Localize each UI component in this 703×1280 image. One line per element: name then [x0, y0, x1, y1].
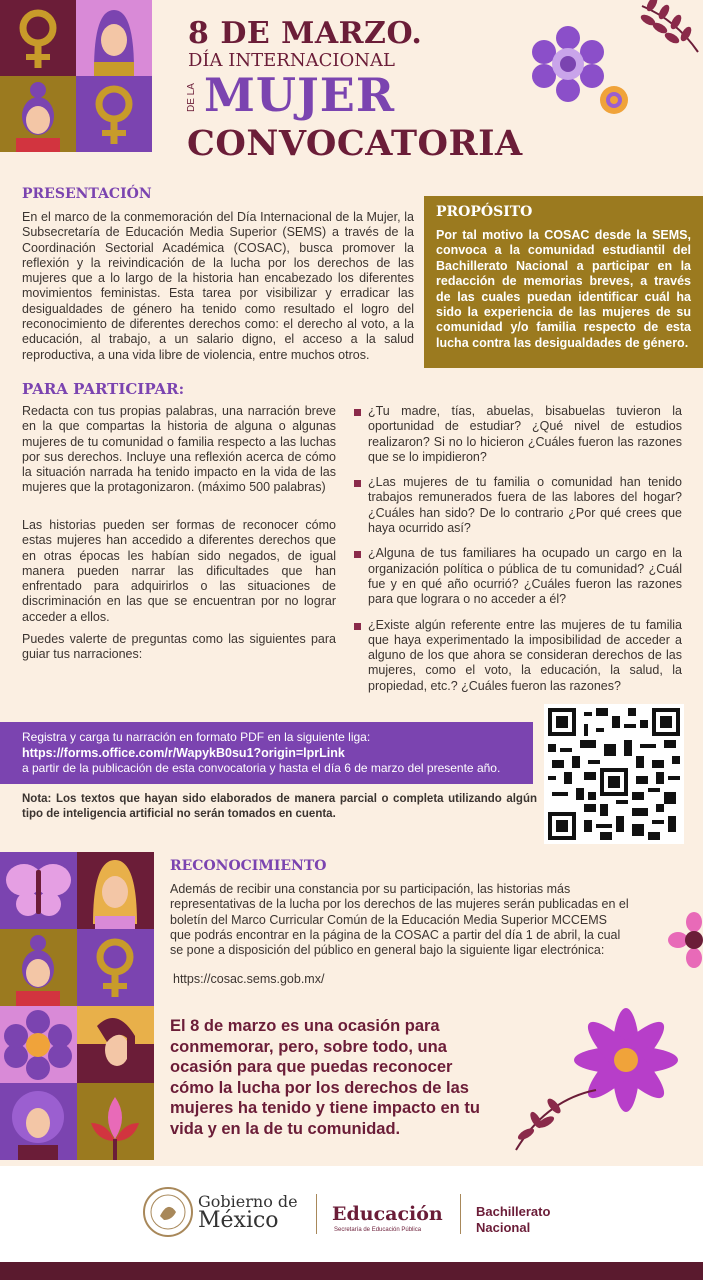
flower-icon [0, 1006, 77, 1083]
participar-p1: Redacta con tus propias palabras, una narración breve en la que compartas la historia de alguna o algunas mujeres de tu comunidad o familia respecto a las luchas por sus derechos. Incluye una reflexión acerca de cómo la situación narrada ha tenido impacto en la vida de las mujeres que la protagonizaron. (máximo 500 palabras) [22, 404, 336, 495]
tile-woman-blonde [77, 852, 154, 929]
woman-curly-icon [0, 1083, 77, 1160]
registro-line3: a partir de la publicación de esta convocatoria y hasta el día 6 de marzo del presente año. [22, 761, 501, 775]
list-item: ¿Tu madre, tías, abuelas, bisabuelas tuvieron la oportunidad de estudiar? ¿Qué nivel de estudios realizaron? Si no lo hicieron ¿Cuáles fueron las razones que se lo impidieron? [354, 404, 682, 465]
presentacion-title: PRESENTACIÓN [22, 186, 152, 202]
registro-banner [0, 722, 533, 784]
lotus-icon [77, 1083, 154, 1160]
educacion-label: Educación [332, 1203, 443, 1225]
flower-decoration-icon [528, 24, 608, 104]
footer-divider [316, 1194, 317, 1234]
mexico-seal-icon [142, 1186, 194, 1238]
bullet-icon [354, 551, 361, 558]
participar-p2: Las historias pueden ser formas de reconocer cómo estas mujeres han accedido a diferentes derechos que en otras épocas les habían sido negados, de igual manera pueden narrar las dificultades que han enfrentado para adquirirlos o las situaciones de discriminación en las que se encuentran por no lograr acceder a ellos. [22, 518, 336, 624]
educacion-sub: Secretaría de Educación Pública [334, 1227, 422, 1233]
qr-code-icon [548, 708, 680, 840]
list-item: ¿Existe algún referente entre las mujeres de tu familia que haya experimentado la imposibilidad de acceder a alguno de los que ahora se consideran derechos de las mujeres, como el voto, la educación, la salud, la propiedad, etc.? ¿Cuáles fueron las razones? [354, 618, 682, 694]
bottom-illustration-grid [0, 852, 154, 1160]
header-de-la: DE LA [186, 83, 197, 112]
registro-line1: Registra y carga tu narración en formato PDF en la siguiente liga: [22, 730, 371, 744]
header-convocatoria: CONVOCATORIA [187, 123, 523, 164]
woman-bun-icon [0, 76, 76, 152]
small-flower-icon [598, 84, 630, 116]
tile-lotus [77, 1083, 154, 1160]
woman-face-icon [77, 852, 154, 929]
tile-woman-bun [0, 76, 76, 152]
bach-line1: Bachillerato [476, 1204, 551, 1219]
tile-butterfly [0, 852, 77, 929]
proposito-title: PROPÓSITO [436, 204, 533, 220]
top-illustration-grid [0, 0, 152, 152]
butterfly-icon [0, 852, 77, 929]
nota-text: Nota: Los textos que hayan sido elaborados de manera parcial o completa utilizando algún tipo de inteligencia artificial no serán tomados en cuenta. [22, 793, 537, 820]
presentacion-text: En el marco de la conmemoración del Día Internacional de la Mujer, la Subsecretaría de Educación Media Superior (SEMS) a través de la Coordinación Sectorial Académica (COSAC), busca promover la reflexión y la reivindicación de la lucha por los derechos de las mujeres que a lo largo de la historia han encabezado los diferentes movimientos feministas. Esta tarea por visibilizar y erradicar las desigualdades de género ha tenido como resultado el logro del reconocimiento de diferentes derechos como: el derecho al voto, a la educación, al trabajo, a un salario digno, el acceso a la salud reproductiva, a una vida libre de violencia, entre muchos otros. [22, 210, 414, 362]
gob-line1: Gobierno de [198, 1192, 298, 1211]
closing-statement: El 8 de marzo es una ocasión para conmemorar, pero, sobre todo, una ocasión para que puedas reconocer cómo la lucha por los derechos de las mujeres ha tenido y tiene impacto en tu vida y en la de tu comunidad. [170, 1017, 480, 1138]
venus-icon [76, 76, 152, 152]
participar-title: PARA PARTICIPAR: [22, 380, 185, 398]
tile-woman-bun-2 [0, 929, 77, 1006]
venus-icon [77, 929, 154, 1006]
tile-woman-profile [77, 1006, 154, 1083]
qr-code[interactable] [544, 704, 684, 844]
bullet-icon [354, 409, 361, 416]
tile-woman-portrait [76, 0, 152, 76]
proposito-box [424, 196, 703, 368]
bottom-bar [0, 1262, 703, 1280]
header-mujer: MUJER [204, 68, 396, 122]
header-day-line: DÍA INTERNACIONAL [188, 50, 395, 71]
header-date: 8 DE MARZO. [188, 16, 423, 51]
registro-link[interactable]: https://forms.office.com/r/WapykB0su1?origin=lprLink [22, 746, 345, 760]
side-flower-icon [668, 912, 703, 968]
reconocimiento-text: Además de recibir una constancia por su participación, las historias más representativas de la lucha por los derechos de las mujeres serán publicadas en el boletín del Marco Curricular Común de la Educación Media Superior MCCEMS que podrás encontrar en la página de la COSAC a partir del día 1 de abril, la cual se pone a disposición del público en general bajo la siguiente ligar electrónica: [170, 882, 629, 958]
tile-flower [0, 1006, 77, 1083]
reconocimiento-title: RECONOCIMIENTO [170, 858, 327, 874]
venus-icon [0, 0, 76, 76]
woman-bun-icon [0, 929, 77, 1006]
list-item: ¿Las mujeres de tu familia o comunidad han tenido trabajos remunerados fuera de las labores del hogar? ¿Cuáles han sido? De lo contrario ¿Por qué crees que haya ocurrido así? [354, 475, 682, 536]
reconocimiento-url[interactable]: https://cosac.sems.gob.mx/ [173, 972, 325, 986]
proposito-text: Por tal motivo la COSAC desde la SEMS, convoca a la comunidad estudiantil del Bachillerato Nacional a participar en la redacción de memorias breves, a través de las cuales puedan identificar cuál ha sido la experiencia de las mujeres de su comunidad y/o familia respecto de esta lucha contra las desigualdades de género. [436, 228, 691, 350]
woman-profile-icon [77, 1006, 154, 1083]
participar-p3: Puedes valerte de preguntas como las siguientes para guiar tus narraciones: [22, 632, 336, 662]
woman-face-icon [76, 0, 152, 76]
tile-venus-purple [76, 76, 152, 152]
leaf-branch-icon [636, 0, 703, 60]
list-item: ¿Alguna de tus familiares ha ocupado un cargo en la organización política o pública de tu comunidad? ¿Cuál fue y en qué año ocurrió? ¿Cuáles fueron las razones para que lograra o no acceder a él? [354, 546, 682, 607]
bullet-icon [354, 480, 361, 487]
tile-woman-curly [0, 1083, 77, 1160]
tile-venus-purple-2 [77, 929, 154, 1006]
tile-venus-gold [0, 0, 76, 76]
gob-line2: México [198, 1208, 279, 1233]
big-flower-icon [506, 1000, 703, 1160]
bach-line2: Nacional [476, 1220, 531, 1235]
questions-list [354, 404, 682, 694]
footer-divider-2 [460, 1194, 461, 1234]
bullet-icon [354, 623, 361, 630]
